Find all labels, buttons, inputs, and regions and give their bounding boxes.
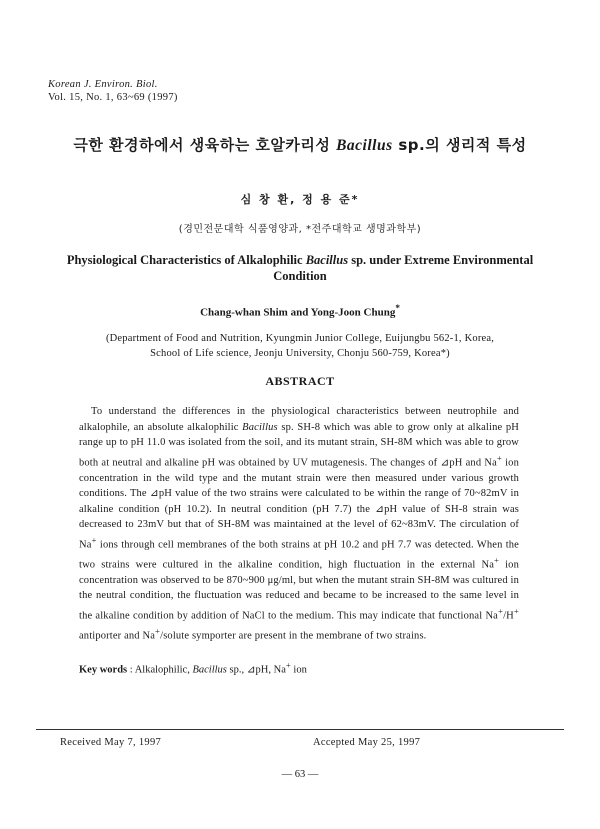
english-author-names: Chang-whan Shim and Yong-Joon Chung [200,306,396,319]
keyword: ion [290,664,307,676]
korean-title-part: 극한 환경하에서 생육하는 호알카리성 [73,136,337,154]
korean-affiliation: (경민전문대학 식품영양과, *전주대학교 생명과학부) [178,224,422,235]
english-title-genus: Bacillus [305,253,349,267]
korean-title-genus: Bacillus [336,137,393,154]
affiliation-line: (Department of Food and Nutrition, Kyungmin Junior College, Euijungbu 562-1, Korea, [105,333,495,344]
english-affiliation [40,331,560,361]
journal-name: Korean J. Environ. Biol. [48,79,158,90]
keyword: Alkalophilic, [134,664,193,676]
page-number: — 63 — [281,769,319,780]
abstract-text: ion concentration was observed to be 870~900 μg/ml, but when the mutant strain SH-8M was cultured in the neutral condition, the fluctuation was reduced and became to be increased to the same level in the alkaline condition by addition of NaCl to the medium. This may indicate that functional Na [79,559,519,621]
abstract-text: /solute symporter are present in the membrane of two strains. [160,630,427,641]
keywords-label: Key words [79,664,128,676]
affiliation-line: School of Life science, Jeonju University, Chonju 560-759, Korea*) [150,348,450,359]
abstract-genus: Bacillus [242,421,278,433]
abstract-text: ion concentration in the wild type and the mutant strain were then measured under various growth conditions. The ⊿pH value of the two strains were calculated to be within the range of 70~82mV in alkaline condition (pH 10.2). In neutral condition (pH 7.7) the ⊿pH value of SH-8 strain was decreased to 23mV but that of SH-8M was maintained at the level of 62~83mV. The circulation of Na [79,457,519,550]
superscript-plus: + [285,660,291,670]
corresponding-author-mark: * [395,303,400,313]
superscript-plus: + [494,554,500,565]
keyword: sp., ⊿pH, Na [226,664,286,676]
keywords [79,660,519,676]
abstract-body [79,404,519,644]
keywords-separator: : [127,664,135,676]
superscript-plus: + [496,452,502,463]
superscript-plus: + [498,605,504,616]
english-title-part: sp. under Extreme Environmental Condition [273,253,534,283]
korean-authors: 심 창 환, 정 용 준* [240,193,360,206]
superscript-plus: + [513,605,519,616]
keyword-genus: Bacillus [192,664,227,676]
english-authors [0,303,600,319]
korean-title [0,134,600,155]
korean-title-part: sp.의 생리적 특성 [392,136,527,154]
abstract-text: ions through cell membranes of the both strains at pH 10.2 and pH 7.7 was detected. When the two strains were cultured in the alkaline condition, high fluctuation in the external Na [79,539,519,570]
abstract-text: /H [503,610,514,621]
abstract-text: antiporter and Na [79,630,156,641]
abstract-text: To understand the differences in the physiological characteristics between neutrophile and alkalophile, an absolute alkalophilic [79,406,519,433]
received-date: Received May 7, 1997 [60,737,162,748]
superscript-plus: + [155,625,161,636]
journal-volume: Vol. 15, No. 1, 63~69 (1997) [48,92,178,103]
english-title-part: Physiological Characteristics of Alkalophilic [66,253,306,267]
journal-citation [48,78,178,104]
accepted-date: Accepted May 25, 1997 [313,737,421,748]
abstract-text: sp. SH-8 which was able to grow only at alkaline pH range up to pH 11.0 was isolated from the soil, and its mutant strain, SH-8M which was able to grow both at neutral and alkaline pH was obtained by UV mutagenesis. The changes of ⊿pH and Na [79,421,519,468]
abstract-heading: ABSTRACT [265,374,335,388]
footer-rule [36,729,564,730]
superscript-plus: + [91,534,97,545]
english-title [60,252,540,284]
